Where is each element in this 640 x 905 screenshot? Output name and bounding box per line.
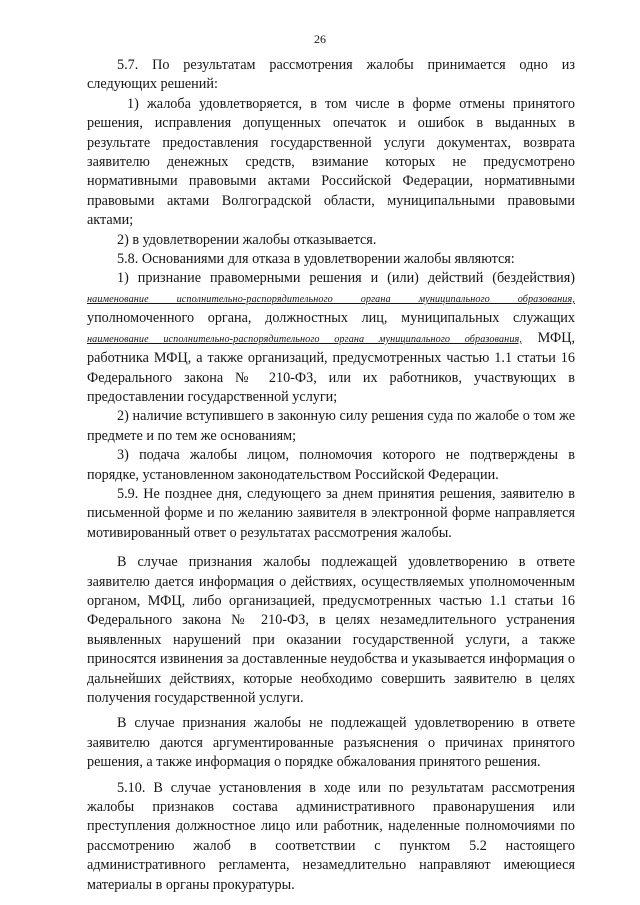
paragraph-5-8-item-1-end: МФЦ, работника МФЦ, а также организаций, предусмотренных частью 1.1 статьи 16 Федерального закона № 210-ФЗ, или их работников, участвующих в предоставлении государственной услуги; — [87, 329, 575, 405]
paragraph-5-7-item-1: 1) жалоба удовлетворяется, в том числе в форме отмены принятого решения, исправления допущенных опечаток и ошибок в выданных в результате предоставления государственной услуги документах, возврата заявителю денежных средств, взимание которых не предусмотрено нормативными правовыми актами Российской Федерации, нормативными правовыми актами Волгоградской области, муниципальными правовыми актами; — [87, 95, 575, 229]
paragraph-not-satisfied: В случае признания жалобы не подлежащей удовлетворению в ответе заявителю даются аргументированные разъяснения о причинах принятого решения, а также информация о порядке обжалования принятого решения. — [87, 715, 575, 771]
page-number: 26 — [314, 32, 326, 46]
paragraph-5-8-item-2: 2) наличие вступившего в законную силу решения суда по жалобе о том же предмете и по тем же основаниям; — [87, 408, 575, 444]
document-body — [87, 56, 575, 895]
paragraph-5-8-item-1-start: 1) признание правомерными решения и (или) действий (бездействия) — [117, 270, 575, 287]
paragraph-5-8-item-1-middle: уполномоченного органа, должностных лиц, муниципальных служащих — [87, 310, 575, 327]
paragraph-5-8-item-3: 3) подача жалобы лицом, полномочия которого не подтверждены в порядке, установленном законодательством Российской Федерации. — [87, 447, 575, 483]
paragraph-5-7-item-2: 2) в удовлетворении жалобы отказывается. — [117, 231, 377, 248]
placeholder-note-2: наименование исполнительно-распорядительного органа муниципального образования, — [87, 333, 523, 345]
paragraph-5-7: 5.7. По результатам рассмотрения жалобы принимается одно из следующих решений: — [87, 57, 575, 93]
placeholder-note-1: наименование исполнительно-распорядительного органа муниципального образования, — [87, 293, 575, 305]
paragraph-5-8: 5.8. Основаниями для отказа в удовлетворении жалобы являются: — [117, 251, 515, 268]
paragraph-satisfied: В случае признания жалобы подлежащей удовлетворению в ответе заявителю дается информация о действиях, осуществляемых уполномоченным органом, МФЦ, либо организацией, предусмотренных частью 1.1 статьи 16 Федерального закона № 210-ФЗ, в целях незамедлительного устранения выявленных нарушений при оказании государственной услуги, а также приносятся извинения за доставленные неудобства и указывается информация о дальнейших действиях, которые необходимо совершить заявителю в целях получения государственной услуги. — [87, 554, 575, 706]
paragraph-5-8-item-1 — [87, 269, 575, 407]
paragraph-5-10: 5.10. В случае установления в ходе или по результатам рассмотрения жалобы признаков состава административного правонарушения или преступления должностное лицо или работник, наделенные полномочиями по рассмотрению жалоб в соответствии с пунктом 5.2 настоящего административного регламента, незамедлительно направляют имеющиеся материалы в органы прокуратуры. — [87, 779, 575, 893]
paragraph-5-9: 5.9. Не позднее дня, следующего за днем принятия решения, заявителю в письменной форме и по желанию заявителя в электронной форме направляется мотивированный ответ о результатах рассмотрения жалобы. — [87, 485, 575, 541]
